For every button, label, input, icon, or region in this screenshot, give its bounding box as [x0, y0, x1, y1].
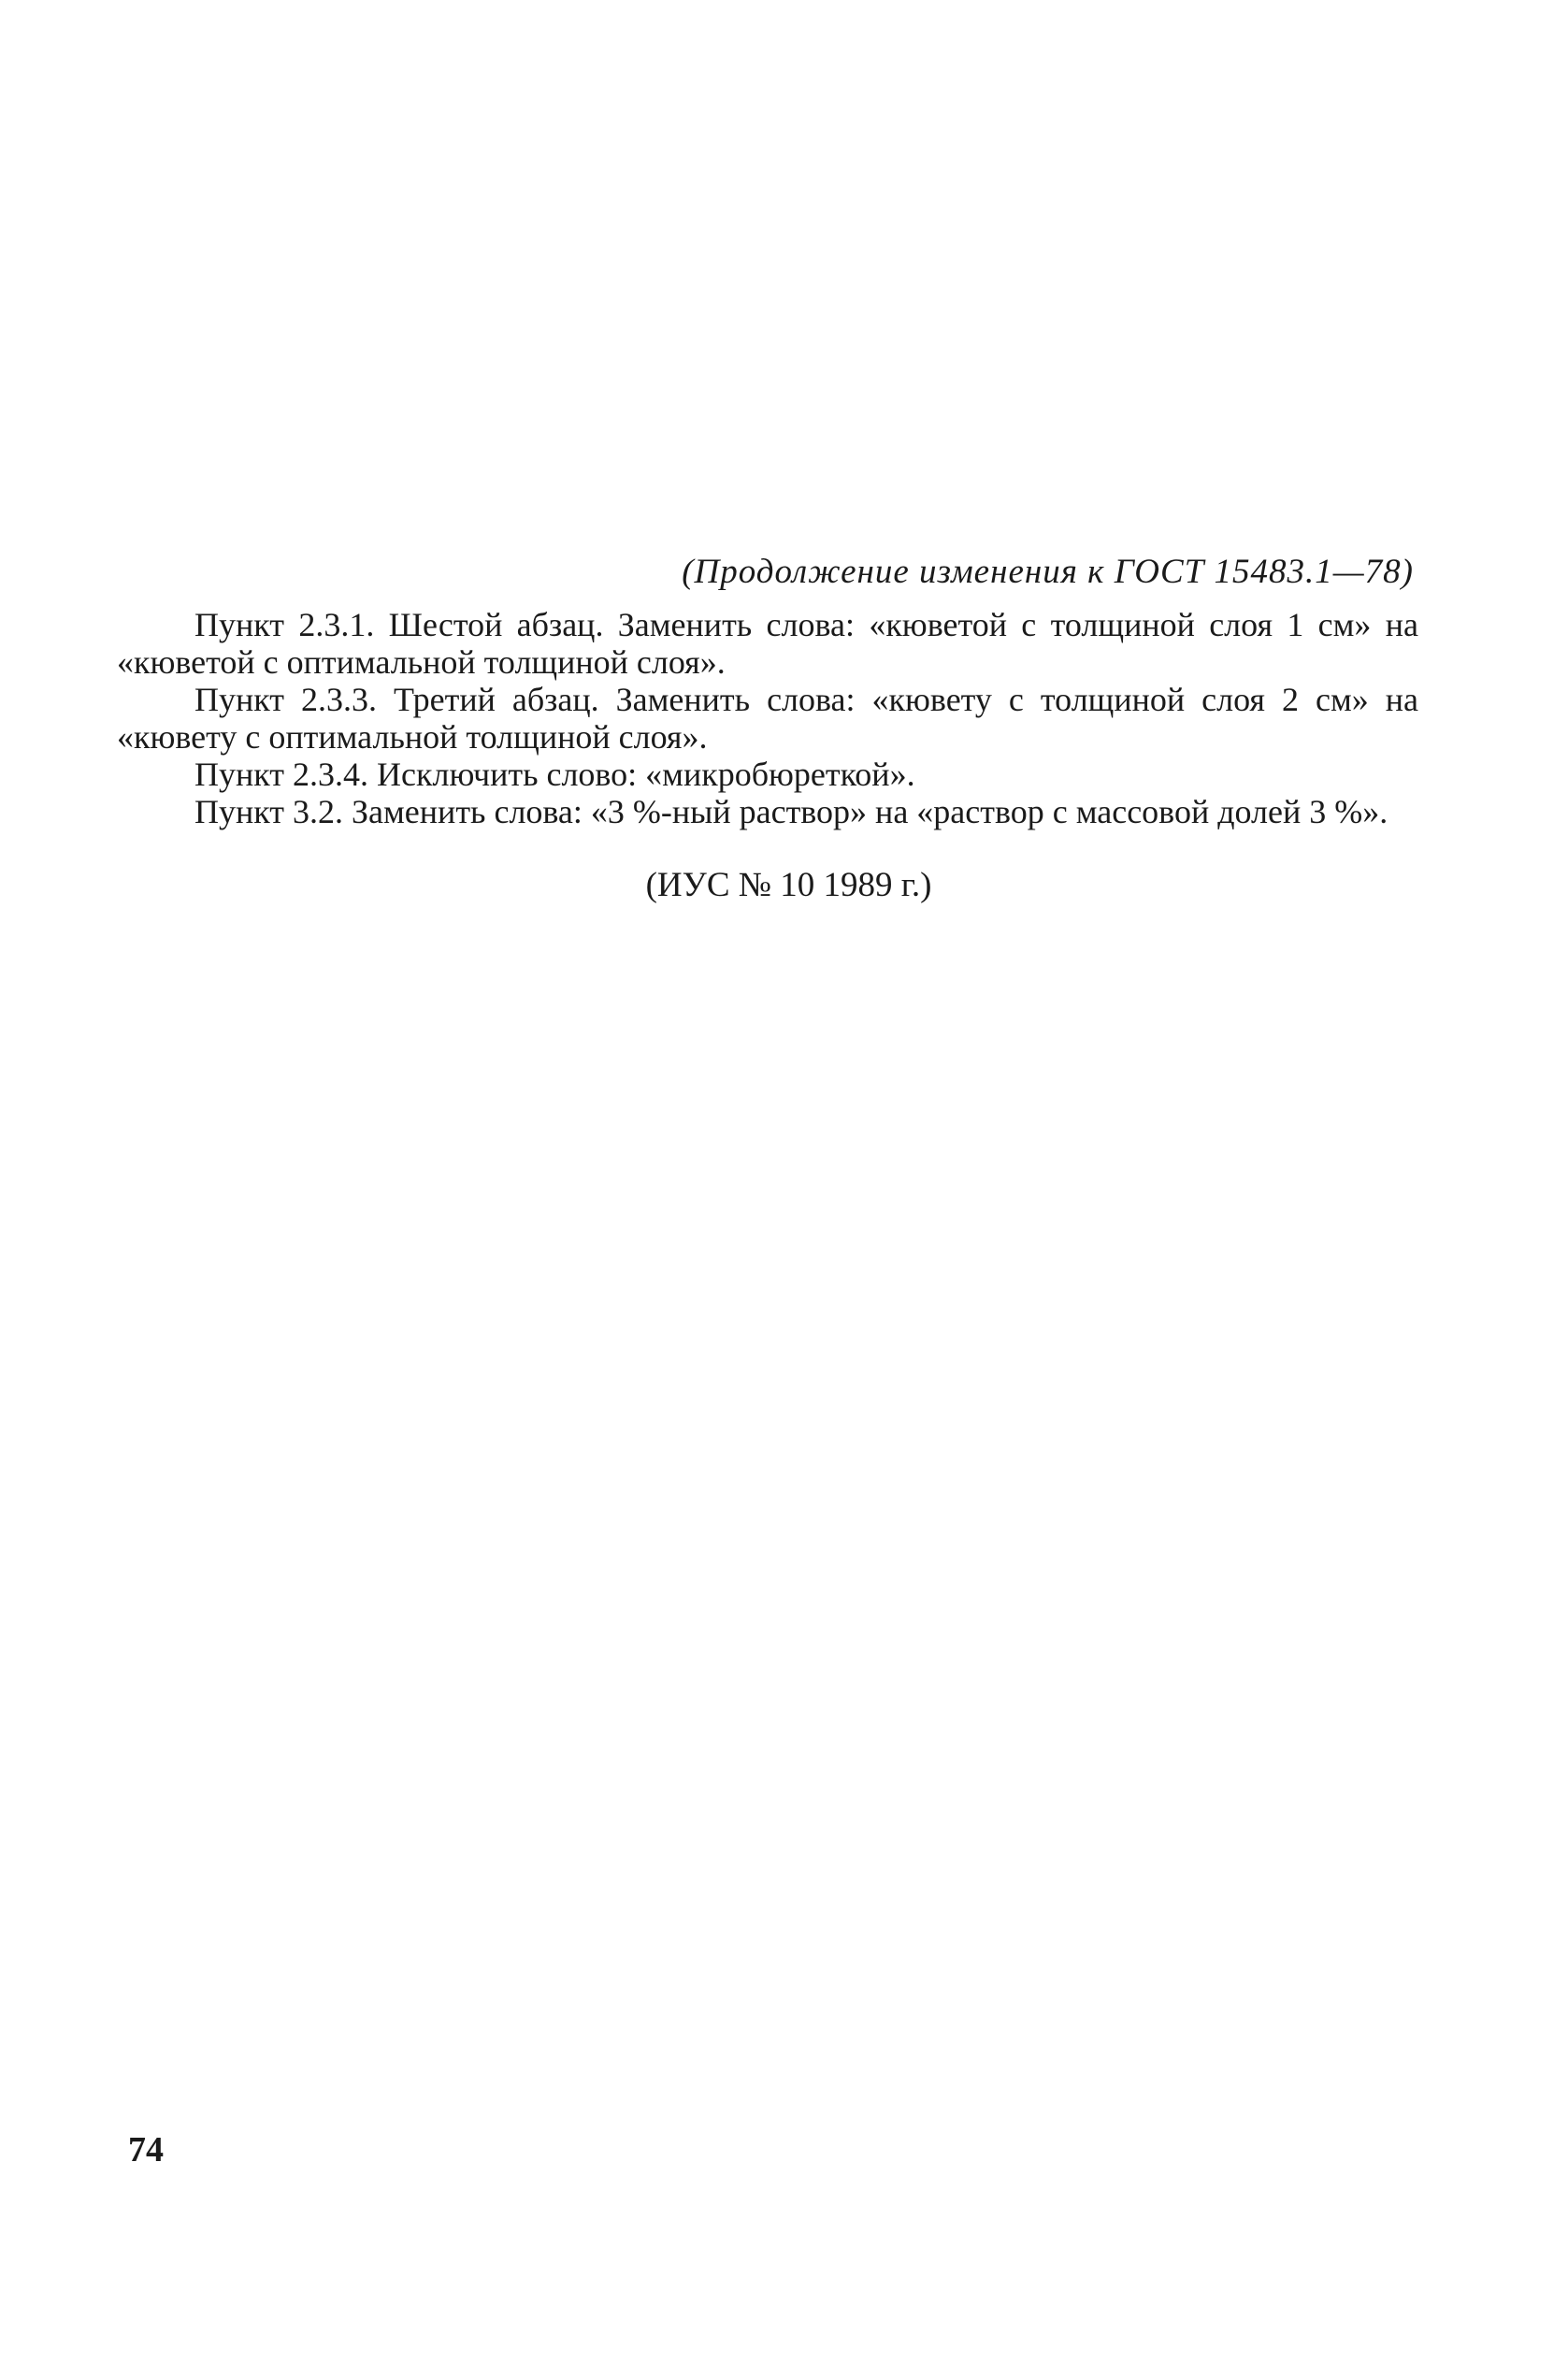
source-reference: (ИУС № 10 1989 г.): [645, 866, 932, 904]
continuation-header: (Продолжение изменения к ГОСТ 15483.1—78): [682, 553, 1414, 591]
amendment-paragraph-2-3-3: Пункт 2.3.3. Третий абзац. Заменить слова: «кювету с толщиной слоя 2 см» на «кювету с оптимальной толщиной слоя».: [117, 681, 1418, 756]
page-number: 74: [128, 2130, 164, 2169]
amendment-paragraph-2-3-1: Пункт 2.3.1. Шестой абзац. Заменить слова: «кюветой с толщиной слоя 1 см» на «кюветой с оптимальной толщиной слоя».: [117, 606, 1418, 681]
amendment-paragraph-2-3-4: Пункт 2.3.4. Исключить слово: «микробюреткой».: [194, 756, 915, 793]
amendment-body: [117, 606, 1418, 830]
amendment-paragraph-3-2: Пункт 3.2. Заменить слова: «3 %-ный раствор» на «раствор с массовой долей 3 %».: [194, 793, 1388, 830]
